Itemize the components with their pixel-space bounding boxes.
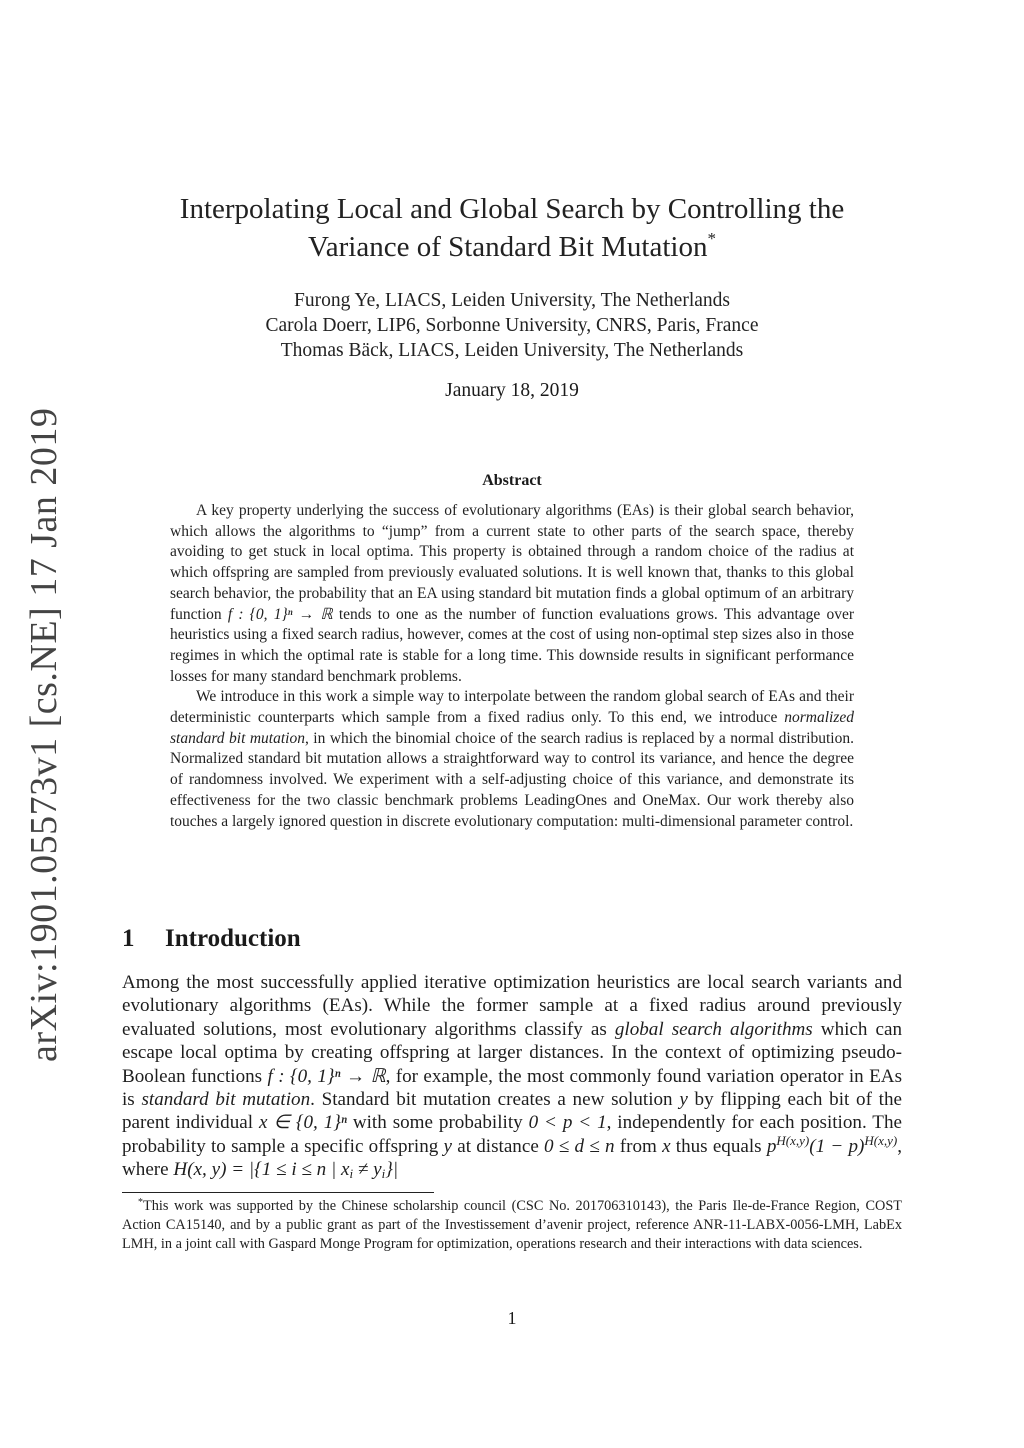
body-text: by flipping each bit of the parent individual bbox=[122, 1089, 902, 1134]
body-text: thus equals bbox=[670, 1135, 767, 1157]
math-expression: ≠ y bbox=[353, 1159, 382, 1181]
emphasis-term: normalized standard bit mutation bbox=[170, 709, 854, 747]
math-expression: f : {0, 1}ⁿ → ℝ bbox=[267, 1065, 386, 1087]
abstract-text: A key property underlying the success of evolutionary algorithms (EAs) is their global search behavior, which allows the algorithms to “jump” from a current state to other parts of the search space, thereby avoiding to get stuck in local optima. This property is obtained through a random choice of the radius at which offspring are sampled from previously evaluated solutions. It is well known that, thanks to this global search behavior, the probability that an EA using standard bit mutation finds a global optimum of an arbitrary function bbox=[170, 502, 854, 623]
math-expression: H(x, y) = |{1 ≤ i ≤ n | x bbox=[173, 1159, 350, 1181]
section-heading bbox=[122, 923, 622, 955]
math-expression: f : {0, 1}ⁿ → ℝ bbox=[227, 605, 333, 623]
math-superscript: H(x,y) bbox=[776, 1132, 810, 1148]
author-list bbox=[120, 288, 904, 363]
footnote-text: This work was supported by the Chinese scholarship council (CSC No. 201706310143), the Paris Ile-de-France Region, COST Action CA15140, and by a public grant as part of the Investissement d’avenir project, reference ANR-11-LABX-0056-LMH, LabEx LMH, in a joint call with Gaspard Monge Program for optimization, operations research and their interactions with data sciences. bbox=[122, 1198, 902, 1253]
footnote-divider bbox=[122, 1192, 434, 1193]
section-title: Introduction bbox=[165, 925, 301, 952]
body-text: , where bbox=[122, 1135, 902, 1181]
page-number: 1 bbox=[507, 1308, 517, 1328]
introduction-body bbox=[122, 971, 902, 1182]
emphasis-term: standard bit mutation bbox=[141, 1089, 311, 1111]
abstract-paragraph-2 bbox=[170, 687, 854, 832]
math-expression: 0 < p < 1 bbox=[528, 1112, 607, 1134]
abstract-heading: Abstract bbox=[482, 472, 542, 489]
math-expression: 0 ≤ d ≤ n bbox=[544, 1135, 615, 1157]
title-line-1: Interpolating Local and Global Search by Controlling the bbox=[179, 193, 845, 225]
footnote bbox=[122, 1197, 902, 1255]
publication-date: January 18, 2019 bbox=[445, 380, 579, 401]
math-expression: y bbox=[679, 1089, 688, 1111]
abstract-text: , in which the binomial choice of the search radius is replaced by a normal distribution. Normalized standard bit mutation allows a straightforward way to control its variance, and hence the degree of randomness involved. We experiment with a self-adjusting choice of this variance, and demonstrate its effectiveness for the two classic benchmark problems LeadingOnes and OneMax. Our work thereby also touches a largely ignored question in discrete evolutionary computation: multi-dimensional parameter control. bbox=[170, 729, 854, 830]
math-expression: y bbox=[443, 1135, 453, 1157]
math-subscript: i bbox=[381, 1166, 386, 1182]
body-text: at distance bbox=[452, 1135, 545, 1157]
body-text: with some probability bbox=[346, 1112, 529, 1134]
introduction-paragraph bbox=[122, 971, 902, 1182]
body-text: which can escape local optima by creating offspring at larger distances. In the context of optimizing pseudo-Boolean functions bbox=[122, 1018, 902, 1087]
math-expression: x ∈ {0, 1}ⁿ bbox=[258, 1112, 347, 1134]
body-text: . Standard bit mutation creates a new solution bbox=[310, 1089, 680, 1111]
author-1: Furong Ye, LIACS, Leiden University, The Netherlands bbox=[294, 290, 730, 311]
abstract-text: tends to one as the number of function evaluations grows. This advantage over heuristics using a fixed search radius, however, comes at the cost of using non-optimal step sizes also in those regimes in which the optimal rate is stable for a long time. This downside results in significant performance losses for many standard benchmark problems. bbox=[170, 605, 854, 685]
abstract-text: We introduce in this work a simple way to interpolate between the random global search of EAs and their deterministic counterparts which sample from a fixed radius only. To this end, we introduce bbox=[170, 688, 854, 727]
body-text: from bbox=[614, 1135, 663, 1157]
arxiv-identifier: arXiv:1901.05573v1 [cs.NE] 17 Jan 2019 bbox=[23, 407, 65, 1062]
abstract-paragraph-1 bbox=[170, 501, 854, 687]
title-footnote-marker: * bbox=[707, 229, 716, 248]
body-text: , independently for each position. The probability to sample a specific offspring bbox=[122, 1112, 902, 1157]
footnote-paragraph bbox=[122, 1197, 902, 1255]
body-text: , for example, the most commonly found variation operator in EAs is bbox=[122, 1065, 902, 1111]
math-expression: }| bbox=[385, 1159, 399, 1181]
emphasis-term: global search algorithms bbox=[614, 1018, 813, 1040]
footnote-marker: * bbox=[138, 1197, 143, 1208]
author-3: Thomas Bäck, LIACS, Leiden University, The Netherlands bbox=[280, 340, 744, 361]
body-text: Among the most successfully applied iterative optimization heuristics are local search variants and evolutionary algorithms (EAs). While the former sample at a fixed radius around previously evaluated solutions, most evolutionary algorithms classify as bbox=[122, 972, 902, 1040]
math-superscript: H(x,y) bbox=[864, 1132, 898, 1148]
paper-title bbox=[120, 190, 904, 266]
title-line-2-text: Variance of Standard Bit Mutation bbox=[308, 231, 708, 263]
math-subscript: i bbox=[349, 1166, 354, 1182]
title-line-2 bbox=[120, 228, 904, 266]
math-expression: p bbox=[766, 1135, 777, 1157]
author-2: Carola Doerr, LIP6, Sorbonne University, CNRS, Paris, France bbox=[265, 315, 759, 336]
abstract-body bbox=[170, 501, 854, 832]
math-expression: x bbox=[662, 1135, 671, 1157]
section-number: 1 bbox=[122, 925, 135, 952]
math-expression: (1 − p) bbox=[809, 1135, 865, 1157]
